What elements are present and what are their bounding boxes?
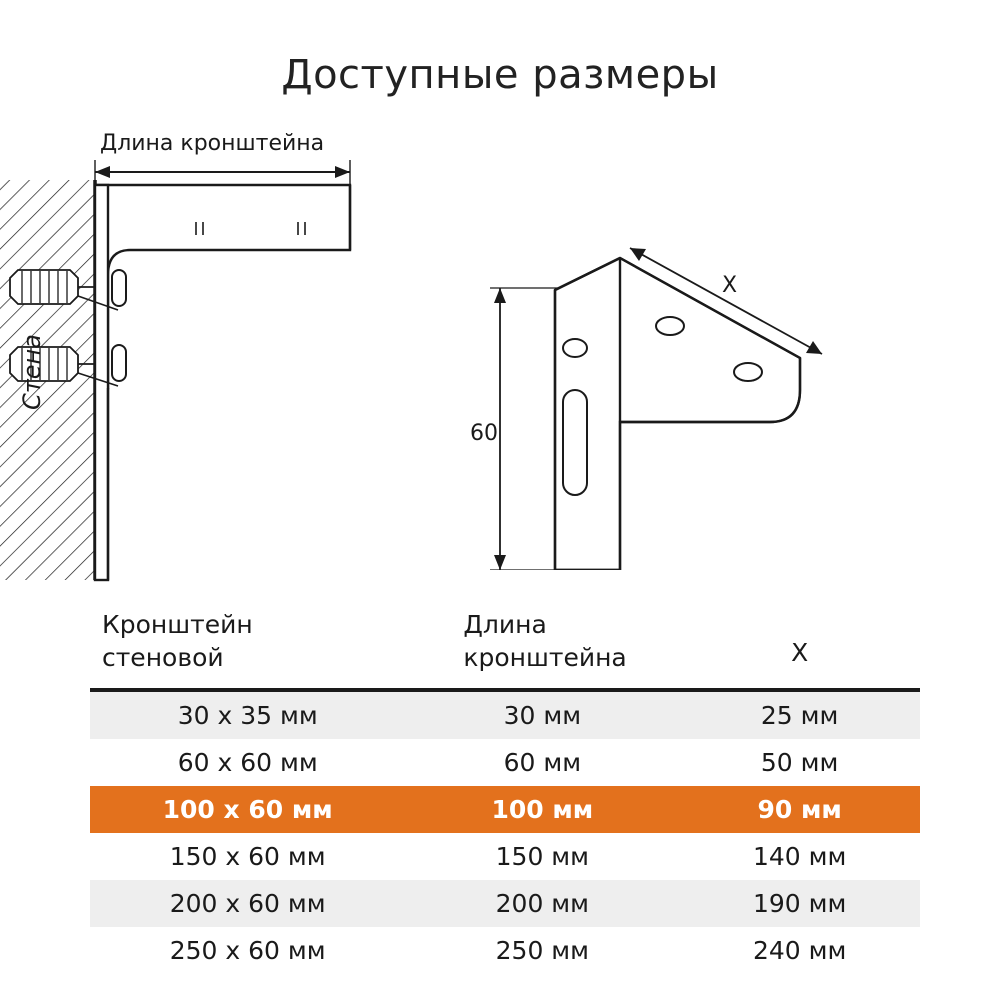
right-bracket-drawing [470,240,890,570]
height-dimension [490,288,558,570]
wall-label: Стена [18,334,46,410]
table-row [90,927,920,974]
diagram-area [0,110,1000,600]
table-row [90,786,920,833]
sizes-table-wrap [90,605,920,974]
cell-length: 250 мм [495,936,590,965]
table-row [90,833,920,880]
header-x [679,605,920,690]
cell-x: 190 мм [679,880,920,927]
hole-plate-top [563,339,587,357]
length-dimension-label: Длина кронштейна [100,131,325,156]
left-bracket-drawing [0,110,520,600]
hole-arm-far [734,363,762,381]
cell-length: 60 мм [503,748,582,777]
bracket-iso-body [555,258,800,570]
cell-length: 30 мм [405,690,679,739]
cell-length: 150 мм [495,842,590,871]
hole-arm-near [656,317,684,335]
table-row [90,690,920,739]
bracket-profile [95,185,350,388]
slot-plate [563,390,587,495]
header-length-line1: Длина [463,610,547,639]
plate-slot-upper [112,270,126,306]
plate-slot-lower [112,345,126,381]
cell-bracket: 250 x 60 мм [169,936,326,965]
page-title: Доступные размеры [281,52,719,98]
cell-x: 50 мм [760,748,839,777]
cell-length: 100 мм [405,786,679,833]
table-row [90,739,920,786]
table-header-row [90,605,920,690]
cell-x: 90 мм [679,786,920,833]
header-length [405,605,679,690]
sizes-table [90,605,920,974]
header-length-line2: кронштейна [463,642,627,672]
cell-bracket: 100 x 60 мм [90,786,405,833]
header-bracket [90,605,405,690]
table-row [90,880,920,927]
depth-dimension-label: X [722,273,738,298]
sizes-table-body [90,690,920,974]
cell-bracket: 60 x 60 мм [177,748,318,777]
height-dimension-label: 60 [470,421,498,446]
header-bracket-line1: Кронштейн [102,610,253,639]
cell-x: 240 мм [752,936,847,965]
cell-bracket: 200 x 60 мм [90,880,405,927]
cell-length: 200 мм [405,880,679,927]
cell-bracket: 30 x 35 мм [90,690,405,739]
cell-bracket: 150 x 60 мм [169,842,326,871]
header-bracket-line2: стеновой [102,642,224,672]
cell-x: 25 мм [679,690,920,739]
header-x-label: X [791,638,809,667]
cell-x: 140 мм [752,842,847,871]
